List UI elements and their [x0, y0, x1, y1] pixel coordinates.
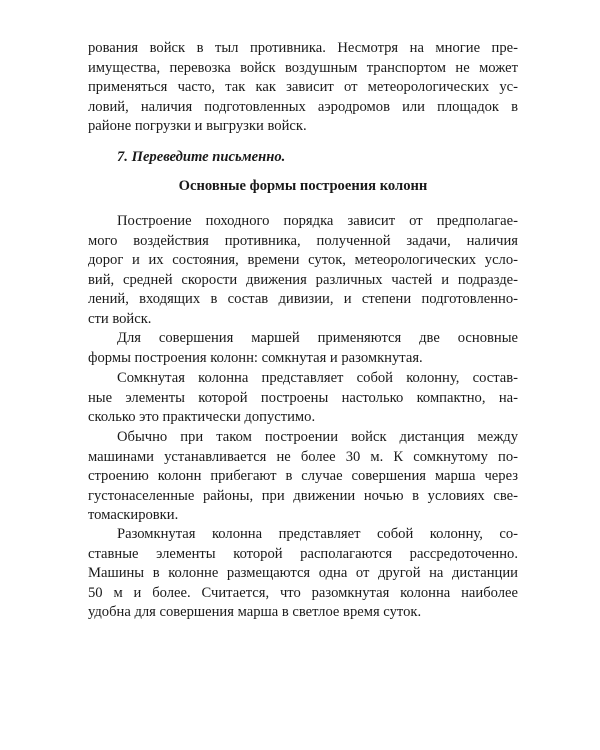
text-line: томаскировки.	[88, 507, 179, 524]
text-line: районе погрузки и выгрузки войск.	[88, 118, 307, 135]
paragraph-3	[88, 369, 518, 428]
paragraph-4	[88, 428, 518, 526]
text-line: дорог и их состояния, времени суток, метеорологических усло-	[88, 252, 518, 269]
text-line: вий, средней скорости движения различных частей и подразде-	[88, 271, 518, 288]
intro-paragraph	[88, 39, 518, 137]
task-heading: 7. Переведите письменно.	[117, 149, 286, 165]
text-line: Разомкнутая колонна представляет собой колонну, со-	[117, 526, 518, 542]
text-line: рования войск в тыл противника. Несмотря на многие пре-	[88, 40, 518, 56]
text-line: машинами устанавливается не более 30 м. К сомкнутому по-	[88, 448, 518, 465]
text-line: формы построения колонн: сомкнутая и разомкнутая.	[88, 349, 423, 366]
text-line: Для совершения маршей применяются две основные	[117, 330, 518, 346]
text-line: мого воздействия противника, полученной задачи, наличия	[88, 232, 518, 249]
paragraph-5	[88, 525, 518, 623]
text-line: Машины в колонне размещаются одна от другой на дистанции	[88, 565, 518, 582]
text-line: ставные элементы которой располагаются рассредоточенно.	[88, 545, 518, 562]
text-line: применяться часто, так как зависит от метеорологических ус-	[88, 79, 518, 96]
paragraph-1	[88, 212, 518, 330]
text-line: удобна для совершения марша в светлое время суток.	[88, 604, 422, 621]
text-line: Построение походного порядка зависит от предполагае-	[117, 213, 518, 229]
text-line: густонаселенные районы, при движении ночью в условиях све-	[88, 487, 518, 504]
text-line: Сомкнутая колонна представляет собой колонну, состав-	[117, 370, 518, 386]
text-line: Обычно при таком построении войск дистанция между	[117, 429, 518, 445]
text-line: лений, входящих в состав дивизии, и степени подготовленно-	[88, 291, 518, 308]
text-line: сколько это практически допустимо.	[88, 409, 316, 426]
text-line: 50 м и более. Считается, что разомкнутая колонна наиболее	[88, 584, 518, 601]
text-line: ные элементы которой построены настолько компактно, на-	[88, 389, 518, 406]
paragraph-2	[88, 329, 518, 368]
text-line: ловий, наличия подготовленных аэродромов или площадок в	[88, 98, 518, 115]
text-line: имущества, перевозка войск воздушным транспортом не может	[88, 59, 518, 76]
text-line: строению колонн прибегают в случае совершения марша через	[88, 468, 518, 485]
text-line: сти войск.	[88, 310, 152, 327]
section-title: Основные формы построения колонн	[178, 178, 428, 194]
